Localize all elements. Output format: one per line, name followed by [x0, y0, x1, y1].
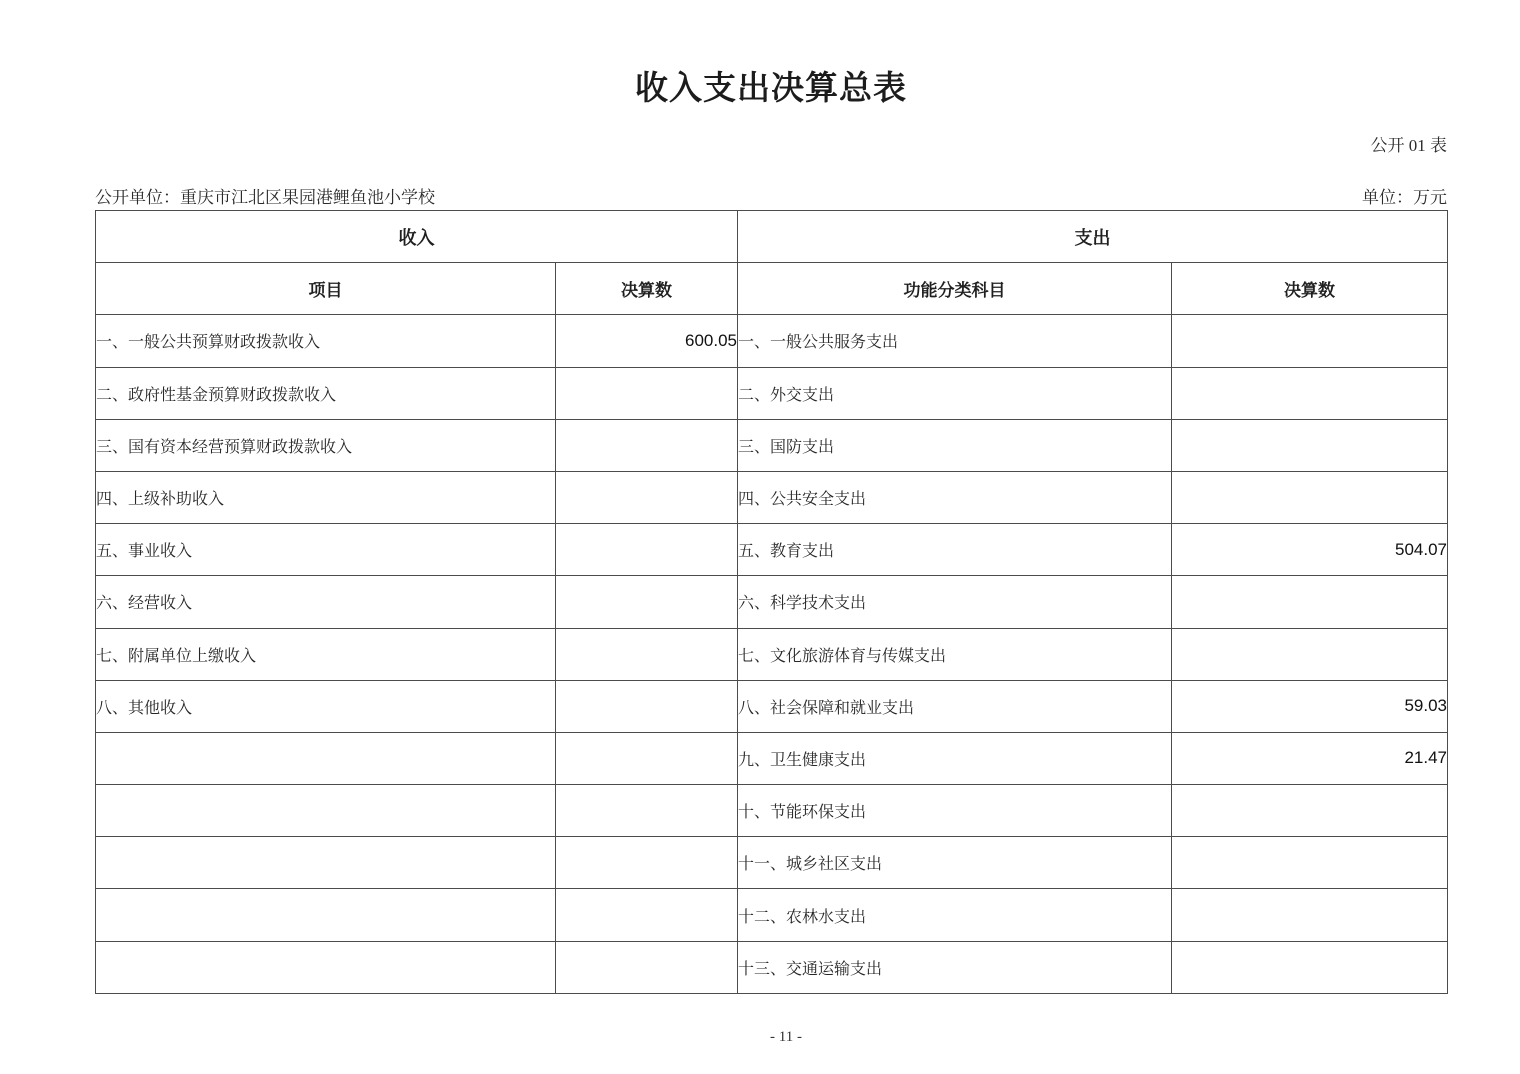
- table-row: [96, 732, 1448, 784]
- income-amount-cell: [556, 628, 738, 680]
- form-number: 公开 01 表: [1370, 136, 1447, 155]
- income-item-cell: 八、其他收入: [96, 680, 556, 732]
- income-item-cell: [96, 889, 556, 941]
- expenditure-amount-cell: [1172, 889, 1448, 941]
- income-amount-column-header: 决算数: [556, 263, 738, 315]
- income-item-cell: [96, 941, 556, 993]
- expenditure-amount-cell: [1172, 315, 1448, 367]
- meta-line: [95, 183, 1447, 208]
- table-row: [96, 889, 1448, 941]
- table-row: [96, 367, 1448, 419]
- expenditure-item-cell: 六、科学技术支出: [738, 576, 1172, 628]
- income-item-cell: 四、上级补助收入: [96, 471, 556, 523]
- expenditure-item-cell: 八、社会保障和就业支出: [738, 680, 1172, 732]
- income-amount-cell: [556, 680, 738, 732]
- expenditure-amount-cell: [1172, 419, 1448, 471]
- income-amount-cell: 600.05: [556, 315, 738, 367]
- expenditure-amount-cell: [1172, 628, 1448, 680]
- page-title: 收入支出决算总表: [635, 71, 907, 107]
- income-amount-cell: [556, 889, 738, 941]
- table-row: [96, 524, 1448, 576]
- table-row: [96, 837, 1448, 889]
- expenditure-item-cell: 七、文化旅游体育与传媒支出: [738, 628, 1172, 680]
- publish-unit: 公开单位：重庆市江北区果园港鲤鱼池小学校: [95, 188, 435, 207]
- table-row: [96, 680, 1448, 732]
- expenditure-item-cell: 一、一般公共服务支出: [738, 315, 1172, 367]
- expenditure-item-cell: 三、国防支出: [738, 419, 1172, 471]
- table-row: [96, 628, 1448, 680]
- expenditure-amount-cell: [1172, 576, 1448, 628]
- table-row: [96, 315, 1448, 367]
- expenditure-section-header: 支出: [738, 211, 1448, 263]
- expenditure-item-cell: 四、公共安全支出: [738, 471, 1172, 523]
- expenditure-item-cell: 十三、交通运输支出: [738, 941, 1172, 993]
- expenditure-amount-column-header: 决算数: [1172, 263, 1448, 315]
- expenditure-item-cell: 十一、城乡社区支出: [738, 837, 1172, 889]
- income-item-cell: 一、一般公共预算财政拨款收入: [96, 315, 556, 367]
- page-number: - 11 -: [770, 1029, 802, 1045]
- unit-note: 单位：万元: [1362, 188, 1447, 207]
- income-amount-cell: [556, 941, 738, 993]
- income-amount-cell: [556, 524, 738, 576]
- income-amount-cell: [556, 576, 738, 628]
- income-item-cell: 三、国有资本经营预算财政拨款收入: [96, 419, 556, 471]
- expenditure-amount-cell: 21.47: [1172, 732, 1448, 784]
- expenditure-amount-cell: [1172, 941, 1448, 993]
- expenditure-amount-cell: 504.07: [1172, 524, 1448, 576]
- expenditure-item-cell: 十二、农林水支出: [738, 889, 1172, 941]
- income-amount-cell: [556, 367, 738, 419]
- expenditure-item-cell: 十、节能环保支出: [738, 785, 1172, 837]
- income-item-cell: 二、政府性基金预算财政拨款收入: [96, 367, 556, 419]
- income-section-header: 收入: [96, 211, 738, 263]
- income-amount-cell: [556, 837, 738, 889]
- expenditure-item-column-header: 功能分类科目: [738, 263, 1172, 315]
- expenditure-amount-cell: 59.03: [1172, 680, 1448, 732]
- table-row: [96, 785, 1448, 837]
- income-amount-cell: [556, 732, 738, 784]
- column-header-row: [96, 263, 1448, 315]
- income-item-cell: 五、事业收入: [96, 524, 556, 576]
- income-amount-cell: [556, 419, 738, 471]
- expenditure-amount-cell: [1172, 837, 1448, 889]
- expenditure-amount-cell: [1172, 471, 1448, 523]
- expenditure-item-cell: 二、外交支出: [738, 367, 1172, 419]
- expenditure-item-cell: 九、卫生健康支出: [738, 732, 1172, 784]
- summary-table: [95, 210, 1448, 994]
- income-item-cell: [96, 837, 556, 889]
- income-item-cell: [96, 732, 556, 784]
- income-amount-cell: [556, 785, 738, 837]
- expenditure-item-cell: 五、教育支出: [738, 524, 1172, 576]
- income-item-column-header: 项目: [96, 263, 556, 315]
- expenditure-amount-cell: [1172, 785, 1448, 837]
- table-row: [96, 471, 1448, 523]
- table-row: [96, 941, 1448, 993]
- income-item-cell: [96, 785, 556, 837]
- income-amount-cell: [556, 471, 738, 523]
- section-header-row: [96, 211, 1448, 263]
- expenditure-amount-cell: [1172, 367, 1448, 419]
- table-row: [96, 419, 1448, 471]
- table-row: [96, 576, 1448, 628]
- income-item-cell: 六、经营收入: [96, 576, 556, 628]
- income-item-cell: 七、附属单位上缴收入: [96, 628, 556, 680]
